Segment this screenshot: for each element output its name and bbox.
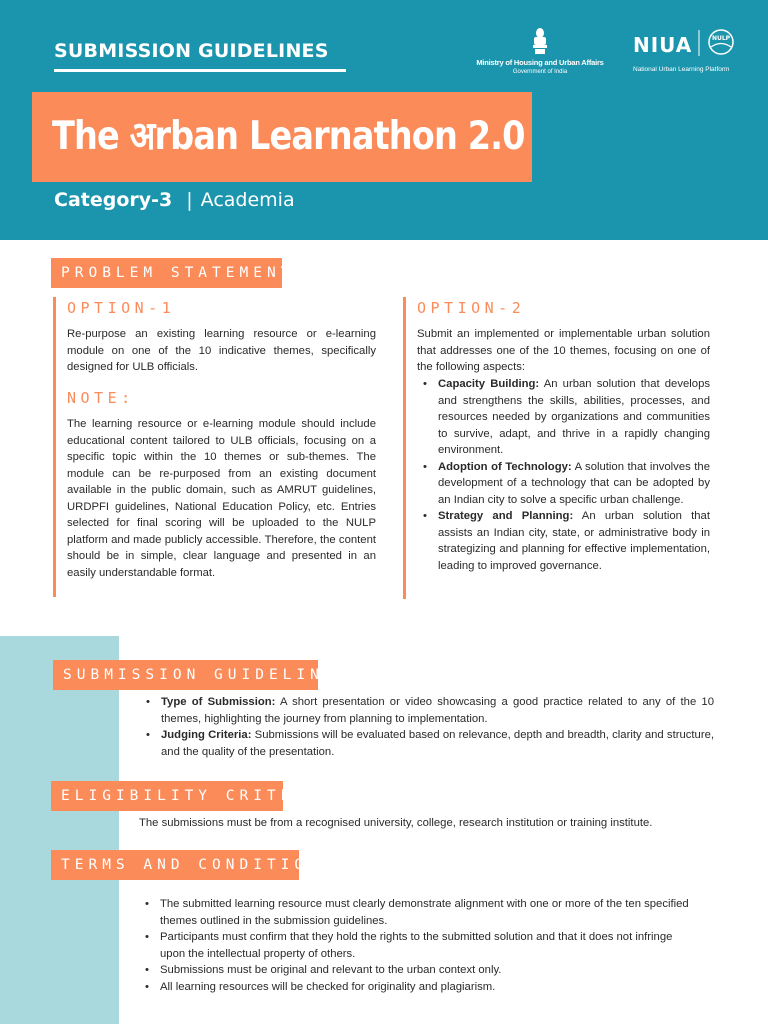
niua-nulp-logo: [633, 28, 743, 73]
list-item: • Judging Criteria: Submissions will be evaluated based on relevance, depth and breadth, clarity and structure, and the quality of the presentation.: [146, 729, 715, 758]
option1-divider: [53, 297, 56, 597]
category-separator: |: [186, 189, 193, 211]
decorative-teal-strip: [0, 636, 119, 1024]
list-item: • Adoption of Technology: A solution that involves the development of a technology that can be adopted by an Indian city to solve a specific urban challenge.: [423, 460, 711, 506]
header-underline: [54, 69, 346, 72]
list-item: • All learning resources will be checked for originality and plagiarism.: [145, 980, 496, 993]
option2-title: OPTION-2: [417, 299, 526, 317]
list-item: • Capacity Building: An urban solution that develops and strengthens the skills, abilities, processes, and resources needed by organizations and communities to survive, adapt, and thrive in a rapidly changing environment.: [423, 378, 710, 456]
category-line: [54, 189, 295, 211]
eligibility-text: The submissions must be from a recognised university, college, research institution or training institute.: [139, 817, 653, 829]
option2-aspects-list: [417, 376, 710, 574]
terms-list: [139, 896, 699, 995]
option1-text: Re-purpose an existing learning resource or e-learning module on one of the 10 indicative themes, specifically designed for ULB officials.: [67, 328, 376, 373]
option1-title: OPTION-1: [67, 299, 176, 317]
ministry-name: Ministry of Housing and Urban Affairs: [476, 58, 604, 67]
ministry-government: Government of India: [512, 69, 568, 75]
header-banner: [0, 0, 768, 240]
list-item: • Submissions must be original and relevant to the urban context only.: [145, 964, 502, 976]
option2-intro: Submit an implemented or implementable urban solution that addresses one of the 10 themes, focusing on one of the following aspects:: [417, 328, 710, 373]
list-item: • Strategy and Planning: An urban solution that assists an Indian city, state, or administrative body in strategizing and planning for effective implementation, leading to improved governance.: [423, 510, 710, 572]
list-item: • The submitted learning resource must clearly demonstrate alignment with one or more of the ten specified themes outlined in the submission guidelines.: [145, 898, 689, 927]
list-item: • Participants must confirm that they hold the rights to the submitted solution and that it does not infringe upon the intellectual property of others.: [145, 931, 673, 960]
submission-guidelines-label: SUBMISSION GUIDELINES: [53, 660, 318, 690]
niua-nulp-logo-icon: [633, 28, 743, 58]
category-value: Academia: [200, 189, 295, 211]
note-text: The learning resource or e-learning module should include educational content tailored to ULB officials, focusing on a specific topic within the 10 themes or sub-themes. The module can be re-purposed from an existing document available in the public domain, such as AMRUT guidelines, URDPFI guidelines, National Education Policy, etc. Entries selected for final scoring will be uploaded to the NULP platform and made publicly accessible. Therefore, the content should be in simple, clear language and presented in an easily understandable format.: [67, 418, 376, 579]
option2-divider: [403, 297, 406, 599]
nulp-badge-text: NULP: [711, 35, 731, 42]
niua-logo-text: NIUA: [633, 33, 693, 57]
header-title: SUBMISSION GUIDELINES: [54, 40, 329, 62]
list-item: • Type of Submission: A short presentation or video showcasing a good practice related to any of the 10 themes, highlighting the journey from planning to implementation.: [146, 696, 715, 725]
nulp-platform-name: National Urban Learning Platform: [633, 66, 730, 73]
submission-guidelines-list: [140, 694, 714, 760]
ministry-logo: [470, 26, 610, 75]
main-title-box: [32, 92, 532, 182]
eligibility-criteria-label: ELIGIBILITY CRITERIA: [51, 781, 283, 811]
note-title: NOTE:: [67, 389, 135, 407]
main-title: The अrban Learnathon 2.0: [52, 114, 525, 159]
problem-statements-label: PROBLEM STATEMENTS: [51, 258, 282, 288]
national-emblem-icon: [530, 26, 550, 56]
terms-conditions-label: TERMS AND CONDITIONS: [51, 850, 299, 880]
category-label: Category-3: [54, 189, 173, 211]
